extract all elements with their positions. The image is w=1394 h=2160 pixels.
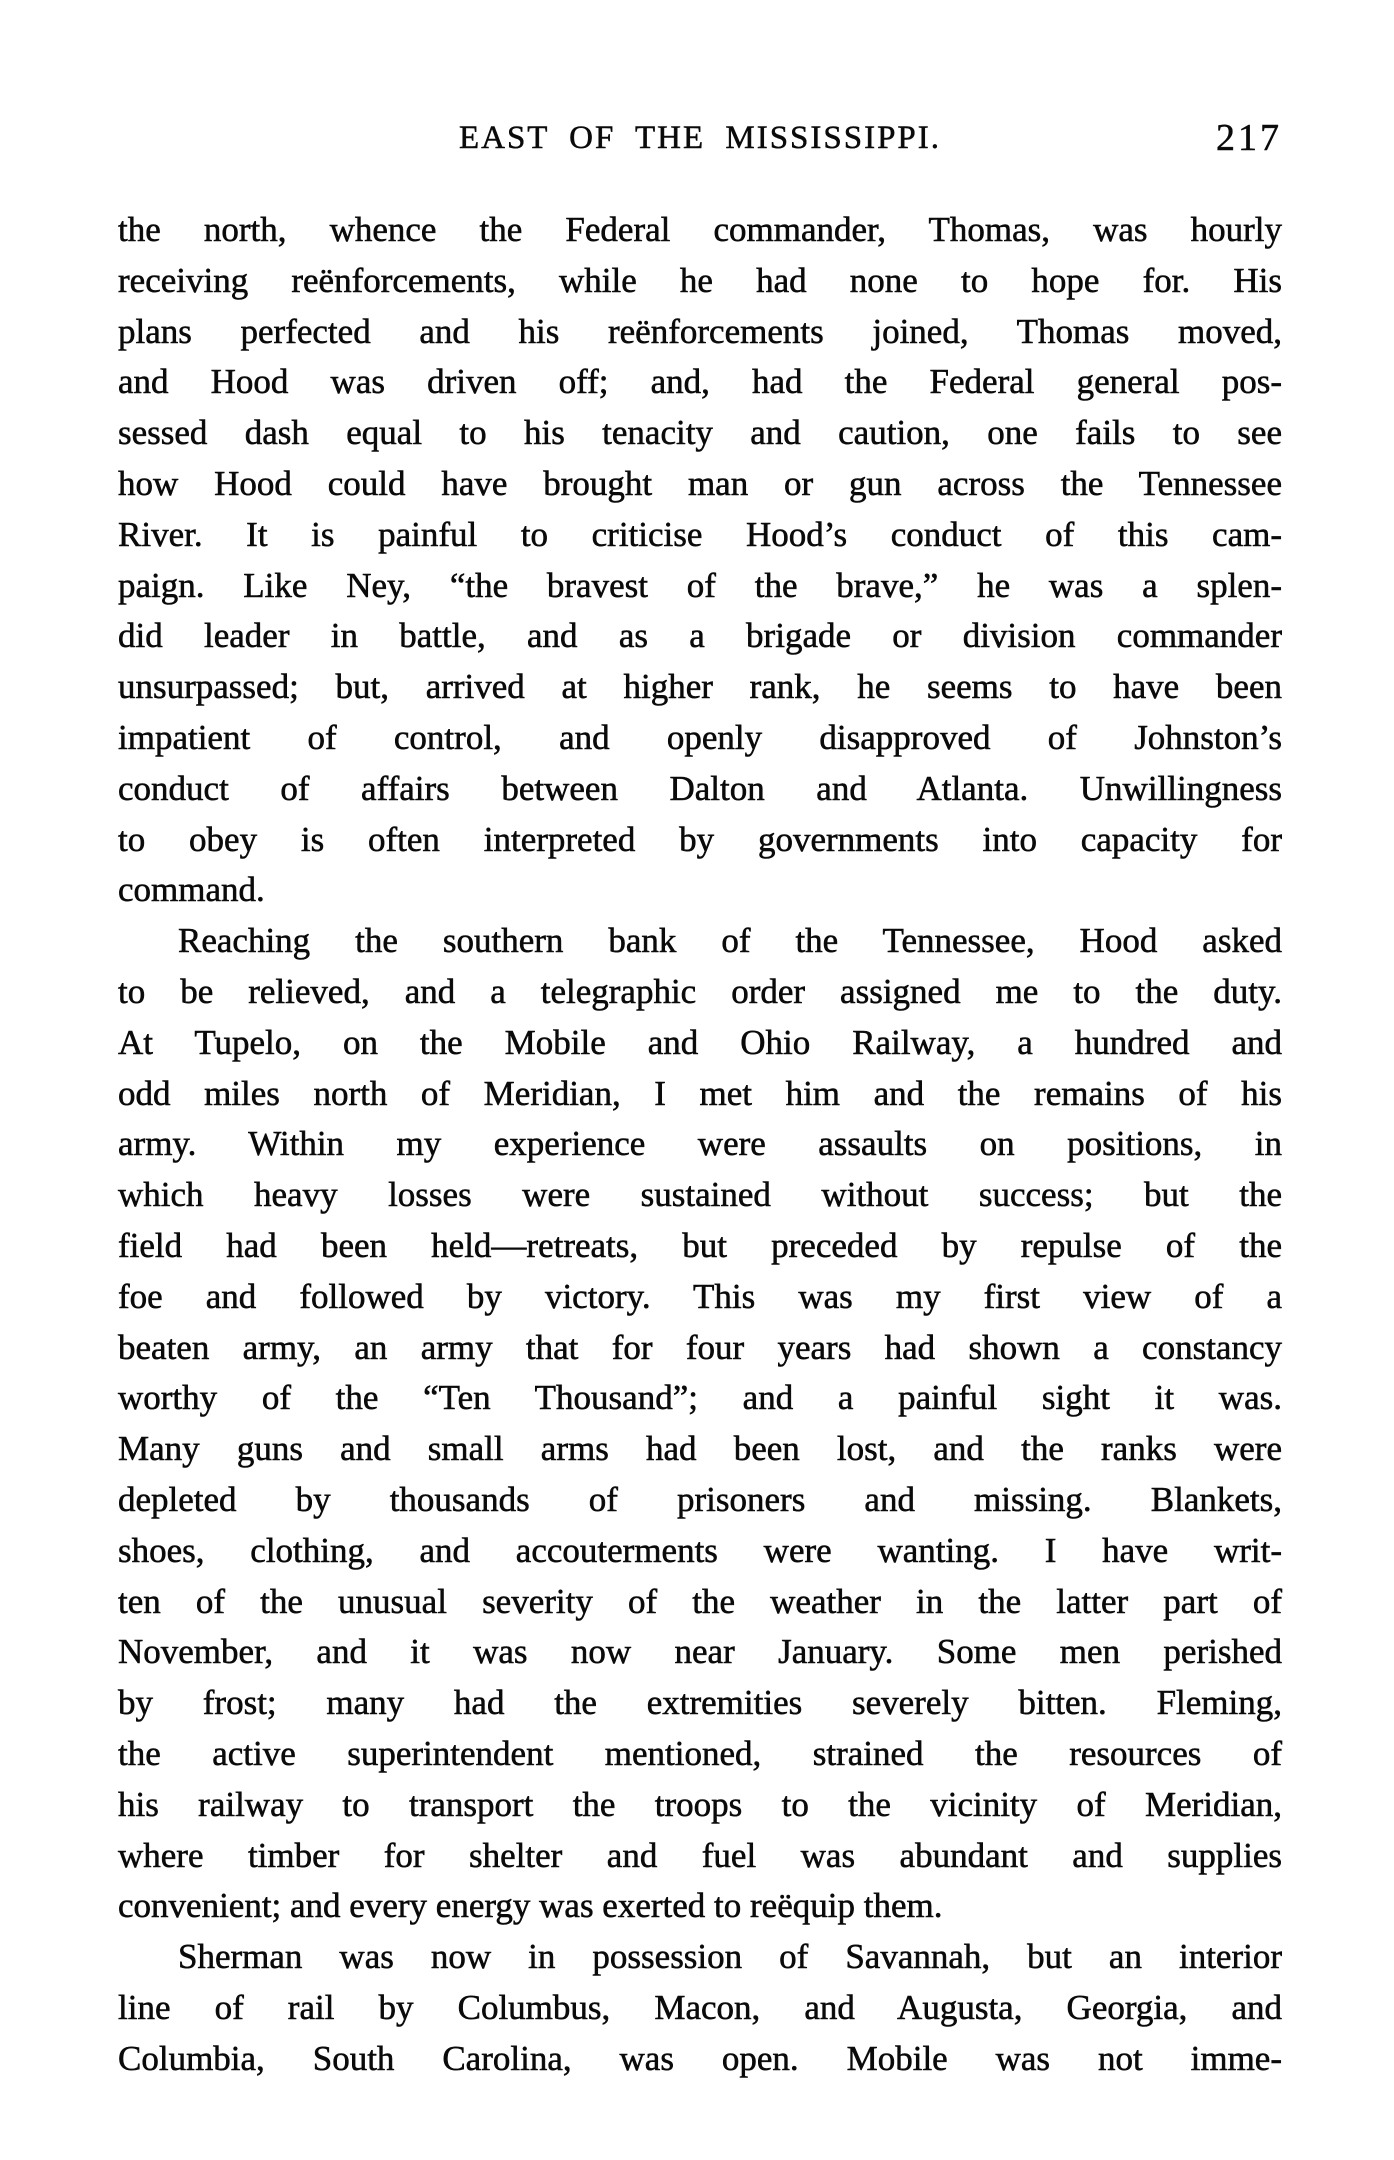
text-line: line of rail by Columbus, Macon, and Augusta, Georgia, and: [118, 1987, 1282, 2027]
text-line: odd miles north of Meridian, I met him and the remains of his: [118, 1073, 1282, 1113]
text-line: foe and followed by victory. This was my first view of a: [118, 1276, 1282, 1316]
text-line: Columbia, South Carolina, was open. Mobile was not imme-: [118, 2038, 1282, 2078]
text-line: did leader in battle, and as a brigade or division commander: [118, 616, 1282, 656]
running-head-title: EAST OF THE MISSISSIPPI.: [458, 120, 942, 156]
text-line: paign. Like Ney, “the bravest of the brave,” he was a splen-: [118, 565, 1282, 605]
text-line: field had been held—retreats, but preceded by repulse of the: [118, 1225, 1282, 1265]
page-number: 217: [1216, 117, 1282, 159]
text-line: convenient; and every energy was exerted to reëquip them.: [118, 1886, 943, 1926]
text-line: worthy of the “Ten Thousand”; and a painful sight it was.: [118, 1378, 1282, 1418]
text-line: sessed dash equal to his tenacity and caution, one fails to see: [118, 413, 1282, 453]
text-line: Many guns and small arms had been lost, and the ranks were: [118, 1429, 1282, 1469]
text-line: to obey is often interpreted by governments into capacity for: [118, 819, 1282, 859]
text-line: and Hood was driven off; and, had the Federal general pos-: [118, 362, 1282, 402]
page-body: [118, 205, 1282, 2084]
text-line: his railway to transport the troops to the vicinity of Meridian,: [118, 1784, 1282, 1824]
text-line: depleted by thousands of prisoners and missing. Blankets,: [118, 1479, 1282, 1519]
text-line: conduct of affairs between Dalton and Atlanta. Unwillingness: [118, 768, 1282, 808]
text-line: which heavy losses were sustained without success; but the: [118, 1175, 1282, 1215]
running-head: [118, 114, 1282, 162]
text-line: shoes, clothing, and accouterments were wanting. I have writ-: [118, 1530, 1282, 1570]
text-line: River. It is painful to criticise Hood’s conduct of this cam-: [118, 514, 1282, 554]
text-line: how Hood could have brought man or gun across the Tennessee: [118, 463, 1282, 503]
text-line: At Tupelo, on the Mobile and Ohio Railway, a hundred and: [118, 1022, 1282, 1062]
text-line: November, and it was now near January. Some men perished: [118, 1632, 1282, 1672]
text-line: receiving reënforcements, while he had none to hope for. His: [118, 260, 1282, 300]
text-line: impatient of control, and openly disapproved of Johnston’s: [118, 717, 1282, 757]
text-line: command.: [118, 870, 265, 910]
text-line: the active superintendent mentioned, strained the resources of: [118, 1733, 1282, 1773]
text-line: the north, whence the Federal commander, Thomas, was hourly: [118, 210, 1282, 249]
text-line: ten of the unusual severity of the weather in the latter part of: [118, 1581, 1282, 1621]
text-line: beaten army, an army that for four years had shown a constancy: [118, 1327, 1282, 1367]
text-line: by frost; many had the extremities severely bitten. Fleming,: [118, 1683, 1282, 1723]
text-line: to be relieved, and a telegraphic order assigned me to the duty.: [118, 971, 1282, 1011]
text-line: Reaching the southern bank of the Tennessee, Hood asked: [178, 921, 1282, 961]
text-line: unsurpassed; but, arrived at higher rank, he seems to have been: [118, 667, 1282, 707]
text-line: where timber for shelter and fuel was abundant and supplies: [118, 1835, 1282, 1875]
text-line: plans perfected and his reënforcements joined, Thomas moved,: [118, 311, 1282, 351]
text-line: Sherman was now in possession of Savannah, but an interior: [178, 1937, 1282, 1977]
text-line: army. Within my experience were assaults on positions, in: [118, 1124, 1282, 1164]
